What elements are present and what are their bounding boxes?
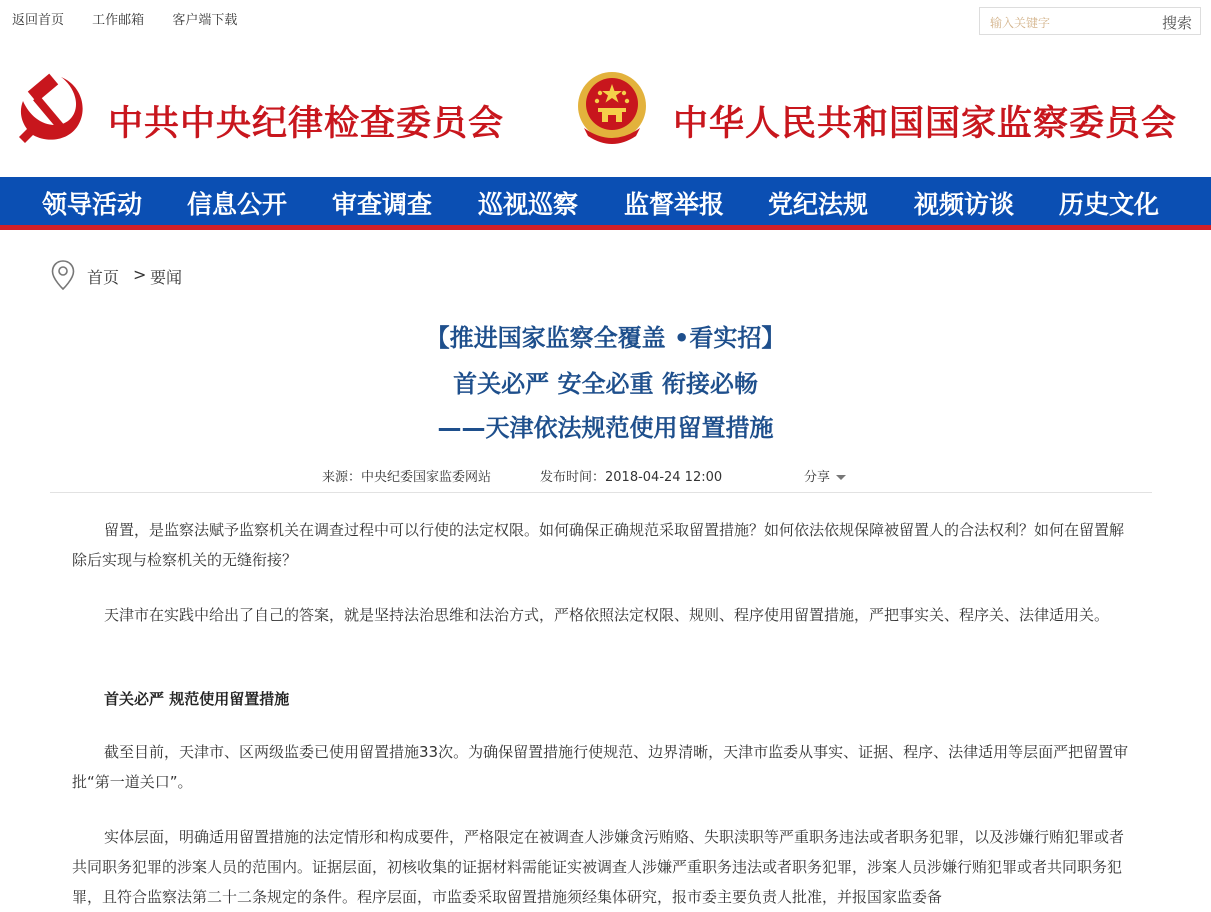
top-links (12, 9, 261, 28)
breadcrumb-separator: > (133, 265, 147, 284)
nav-item-inspection[interactable]: 巡视巡察 (478, 190, 579, 219)
site-header (0, 40, 1211, 177)
search-input[interactable] (988, 13, 1142, 33)
article-title-line1: 【推进国家监察全覆盖 •看实招】 (425, 324, 786, 352)
nav-item-regulations[interactable]: 党纪法规 (768, 190, 869, 219)
national-emblem-icon (574, 66, 650, 152)
nav-item-history[interactable]: 历史文化 (1059, 190, 1160, 219)
ccdi-title: 中共中央纪律检查委员会 (108, 103, 505, 144)
article-source: 来源：中央纪委国家监委网站 (322, 470, 492, 485)
location-pin-icon (50, 259, 76, 295)
top-bar (0, 0, 1211, 40)
nav-item-investigation[interactable]: 审查调查 (332, 190, 433, 219)
chevron-down-icon (836, 475, 846, 480)
article-paragraph: 截至目前，天津市、区两级监委已使用留置措施33次。为确保留置措施行使规范、边界清晰，天津市监委从事实、证据、程序、法律适用等层面严把留置审批“第一道关口”。 (72, 743, 1129, 791)
search-button[interactable]: 搜索 (1161, 14, 1192, 32)
article-paragraph: 留置，是监察法赋予监察机关在调查过程中可以行使的法定权限。如何确保正确规范采取留置措施？如何依法依规保障被留置人的合法权利？如何在留置解除后实现与检察机关的无缝衔接？ (72, 521, 1125, 569)
article-subheading: 首关必严 规范使用留置措施 (104, 690, 290, 708)
divider (50, 492, 1152, 493)
breadcrumb-home[interactable]: 首页 (87, 268, 120, 287)
nav-item-leadership[interactable]: 领导活动 (42, 190, 143, 219)
share-label: 分享 (804, 470, 831, 485)
article-paragraph: 天津市在实践中给出了自己的答案，就是坚持法治思维和法治方式，严格依照法定权限、规则、程序使用留置措施，严把事实关、程序关、法律适用关。 (104, 606, 1110, 624)
breadcrumb-current[interactable]: 要闻 (150, 268, 183, 287)
mail-link[interactable]: 工作邮箱 (92, 13, 145, 28)
main-nav (0, 177, 1211, 230)
article-publish-time: 发布时间：2018-04-24 12:00 (540, 470, 723, 485)
article-title-line2: 首关必严 安全必重 衔接必畅 (453, 370, 758, 398)
article-title-line3: ——天津依法规范使用留置措施 (437, 414, 774, 442)
search-box (979, 7, 1201, 35)
party-emblem-icon (15, 71, 91, 151)
article-paragraph: 实体层面，明确适用留置措施的法定情形和构成要件，严格限定在被调查人涉嫌贪污贿赂、失职渎职等严重职务违法或者职务犯罪，以及涉嫌行贿犯罪或者共同职务犯罪的涉案人员的范围内。证据层面，初核收集的证据材料需能证实被调查人涉嫌严重职务违法或者职务犯罪，涉案人员涉嫌行贿犯罪或者共同职务犯罪，且符合监察法第二十二条规定的条件。程序层面，市监委采取留置措施须经集体研究，报市委主要负责人批准，并报国家监委备 (72, 828, 1125, 906)
ncs-title: 中华人民共和国国家监察委员会 (673, 103, 1178, 144)
nav-item-report[interactable]: 监督举报 (624, 190, 725, 219)
home-link[interactable]: 返回首页 (12, 13, 65, 28)
share-button[interactable] (804, 466, 846, 485)
nav-item-video[interactable]: 视频访谈 (914, 190, 1015, 219)
client-download-link[interactable]: 客户端下载 (172, 13, 238, 28)
nav-item-info-disclosure[interactable]: 信息公开 (187, 190, 288, 219)
